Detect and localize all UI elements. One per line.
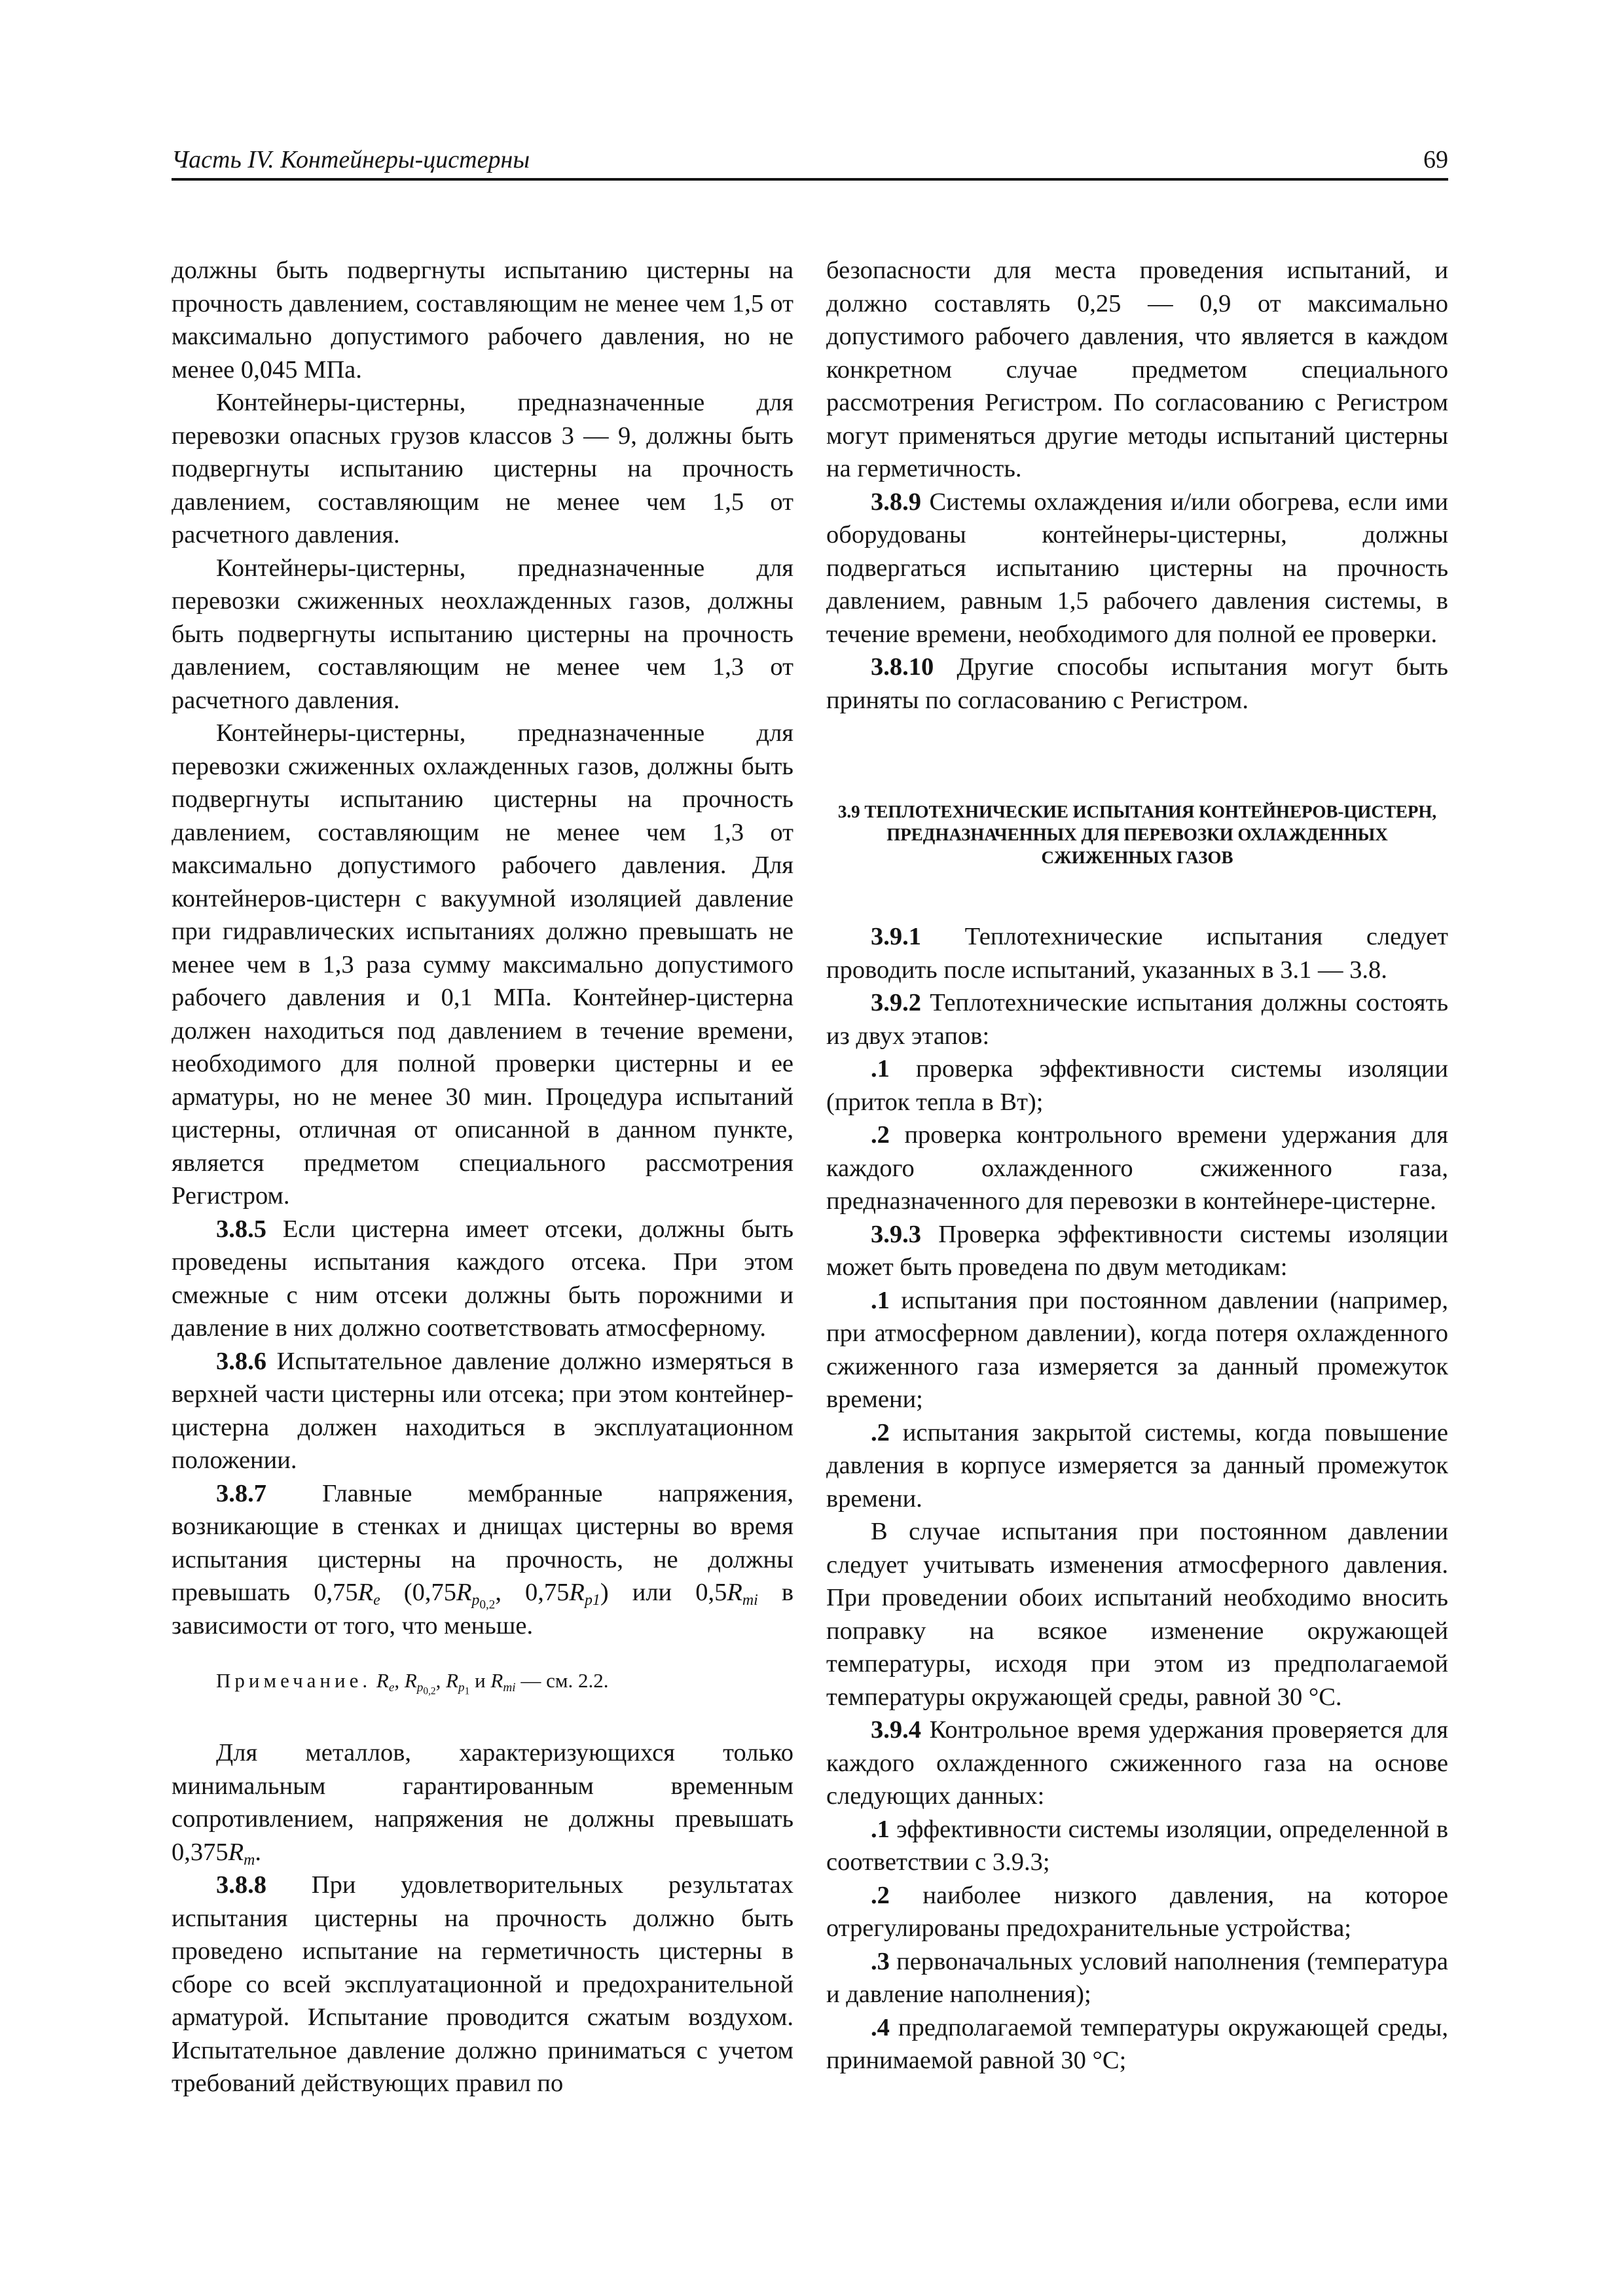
clause-3-9-2 [826, 986, 1448, 1052]
header-rule [172, 178, 1448, 181]
clause-3-9-4 [826, 1713, 1448, 1813]
paragraph: Контейнеры-цистерны, предназначенные для перевозки опасных грузов классов 3 — 9, должны быть подвергнуты испытанию цистерны на прочность давлением, составляющим не менее чем 1,5 от расчетного давления. [172, 389, 793, 548]
list-item: .1 эффективности системы изоляции, определенной в соответствии с 3.9.3; [826, 1815, 1449, 1876]
clause-number: 3.9.1 [871, 923, 921, 950]
note-label: Примечание. [216, 1669, 372, 1692]
clause-3-8-9 [826, 486, 1448, 651]
list-item: .1 проверка эффективности системы изоляции (приток тепла в Вт); [826, 1055, 1449, 1116]
list-item: .2 наиболее низкого давления, на которое отрегулированы предохранительные устройства; [826, 1881, 1449, 1942]
running-header [172, 145, 1448, 179]
clause-3-8-5 [172, 1213, 793, 1345]
clause-number: 3.8.7 [216, 1479, 266, 1507]
clause-number: 3.9.4 [871, 1716, 921, 1744]
clause-3-9-3 [826, 1218, 1448, 1284]
list-item: .2 проверка контрольного времени удержания для каждого охлажденного сжиженного газа, предназначенного для перевозки в контейнере-цистерне. [826, 1121, 1448, 1215]
clause-3-8-6 [172, 1345, 793, 1477]
clause-text: Другие способы испытания могут быть приняты по согласованию с Регистром. [826, 653, 1448, 714]
clause-number: 3.9.3 [871, 1220, 921, 1248]
paragraph: безопасности для места проведения испытаний, и должно составлять 0,25 — 0,9 от максимально допустимого рабочего давления, что является в каждом конкретном случае предметом специального рассмотрения Регистром. По согласованию с Регистром могут применяться другие методы испытаний цистерны на герметичность. [826, 257, 1448, 482]
paragraph: должны быть подвергнуты испытанию цистерны на прочность давлением, составляющим не менее чем 1,5 от максимально допустимого рабочего давления, но не менее 0,045 МПа. [172, 257, 793, 384]
clause-3-8-7 [172, 1477, 793, 1643]
paragraph: Для металлов, характеризующихся только минимальным гарантированным временным сопротивлением, напряжения не должны превышать $0,375R_m$. [172, 1739, 793, 1869]
page-number: 69 [1423, 146, 1448, 173]
list-item: .2 испытания закрытой системы, когда повышение давления в корпусе измеряется за данный промежуток времени. [826, 1418, 1449, 1513]
formula: $0,75R_e$ ($0,75R_{p_{0,2}}$, $0,75R_{p1}$) или $0,5R_{mi}$ [314, 1579, 758, 1612]
clause-text: Теплотехнические испытания должны состоять из двух этапов: [826, 989, 1449, 1050]
list-item: .3 первоначальных условий наполнения (температура и давление наполнения); [826, 1947, 1449, 2008]
paragraph: Контейнеры-цистерны, предназначенные для перевозки сжиженных неохлажденных газов, должны быть подвергнуты испытанию цистерны на прочность давлением, составляющим не менее чем 1,3 от расчетного давления. [172, 554, 793, 714]
clause-text: Теплотехнические испытания следует проводить после испытаний, указанных в 3.1 — 3.8. [826, 923, 1448, 984]
clause-number: 3.8.10 [871, 653, 934, 681]
list-item: .1 испытания при постоянном давлении (например, при атмосферном давлении), когда потеря охлажденного сжиженного газа измеряется за данный промежуток времени; [826, 1286, 1448, 1413]
clause-text: Контрольное время удержания проверяется для каждого охлажденного сжиженного газа на основе следующих данных: [826, 1716, 1448, 1810]
paragraph: Контейнеры-цистерны, предназначенные для перевозки сжиженных охлажденных газов, должны быть подвергнуты испытанию цистерны на прочность давлением, составляющим не менее чем 1,3 от максимально допустимого рабочего давления. Для контейнеров-цистерн с вакуумной изоляцией давление при гидравлических испытаниях должно превышать не менее чем в 1,3 раза сумму максимально допустимого рабочего давления и 0,1 МПа. Контейнер-цистерна должен находиться под давлением в течение времени, необходимого для полной проверки цистерны и ее арматуры, но не менее 30 мин. Процедура испытаний цистерны, отличная от описанной в данном пункте, является предметом специального рассмотрения Регистром. [172, 719, 793, 1210]
clause-3-9-1 [826, 920, 1448, 986]
clause-text: Испытательное давление должно измеряться в верхней части цистерны или отсека; при этом контейнер-цистерна должен находиться в эксплуатационном положении. [172, 1347, 793, 1474]
clause-3-8-8 [172, 1869, 793, 2100]
clause-number: 3.8.5 [216, 1215, 266, 1243]
running-header-title: Часть IV. Контейнеры-цистерны [172, 146, 530, 173]
clause-3-8-10 [826, 651, 1448, 717]
clause-text: Системы охлаждения и/или обогрева, если ими оборудованы контейнеры-цистерны, должны подвергаться испытанию цистерны на прочность давлением, равным 1,5 рабочего давления системы, в течение времени, необходимого для полной ее проверки. [826, 488, 1448, 648]
list-item: .4 предполагаемой температуры окружающей среды, принимаемой равной 30 °С; [826, 2013, 1449, 2074]
clause-text: При удовлетворительных результатах испытания цистерны на прочность должно быть проведено испытание на герметичность цистерны в сборе со всей эксплуатационной и предохранительной арматурой. Испытание проводится сжатым воздухом. Испытательное давление должно приниматься с учетом требований действующих правил по [172, 1871, 793, 2097]
clause-text-end: в зависимости от того, что меньше. [172, 1579, 794, 1640]
clause-text: Проверка эффективности системы изоляции может быть проведена по двум методикам: [826, 1220, 1449, 1281]
section-heading: 3.9 ТЕПЛОТЕХНИЧЕСКИЕ ИСПЫТАНИЯ КОНТЕЙНЕРОВ-ЦИСТЕРН, ПРЕДНАЗНАЧЕННЫХ ДЛЯ ПЕРЕВОЗКИ ОХЛАЖДЕННЫХ СЖИЖЕННЫХ ГАЗОВ [837, 802, 1437, 867]
left-column [172, 254, 793, 2100]
note: Примечание. $R_e$, $R_{p_{0,2}}$, $R_{p_1}$ и $R_{mi}$ — см. 2.2. [216, 1669, 609, 1697]
paragraph: В случае испытания при постоянном давлении следует учитывать изменения атмосферного давления. При проведении обоих испытаний необходимо вносить поправку на всякое изменение окружающей температуры, исходя при этом из предполагаемой температуры окружающей среды, равной 30 °С. [826, 1518, 1448, 1711]
clause-number: 3.9.2 [871, 989, 921, 1016]
right-column [826, 254, 1448, 2077]
clause-number: 3.8.8 [216, 1871, 266, 1899]
clause-number: 3.8.9 [871, 488, 921, 516]
clause-text: Главные мембранные напряжения, возникающие в стенках и днищах цистерны во время испытания цистерны на прочность, не должны превышать [172, 1479, 793, 1606]
clause-text: Если цистерна имеет отсеки, должны быть проведены испытания каждого отсека. При этом смежные с ним отсеки должны быть порожними и давление в них должно соответствовать атмосферному. [172, 1215, 794, 1342]
clause-number: 3.8.6 [216, 1347, 266, 1375]
